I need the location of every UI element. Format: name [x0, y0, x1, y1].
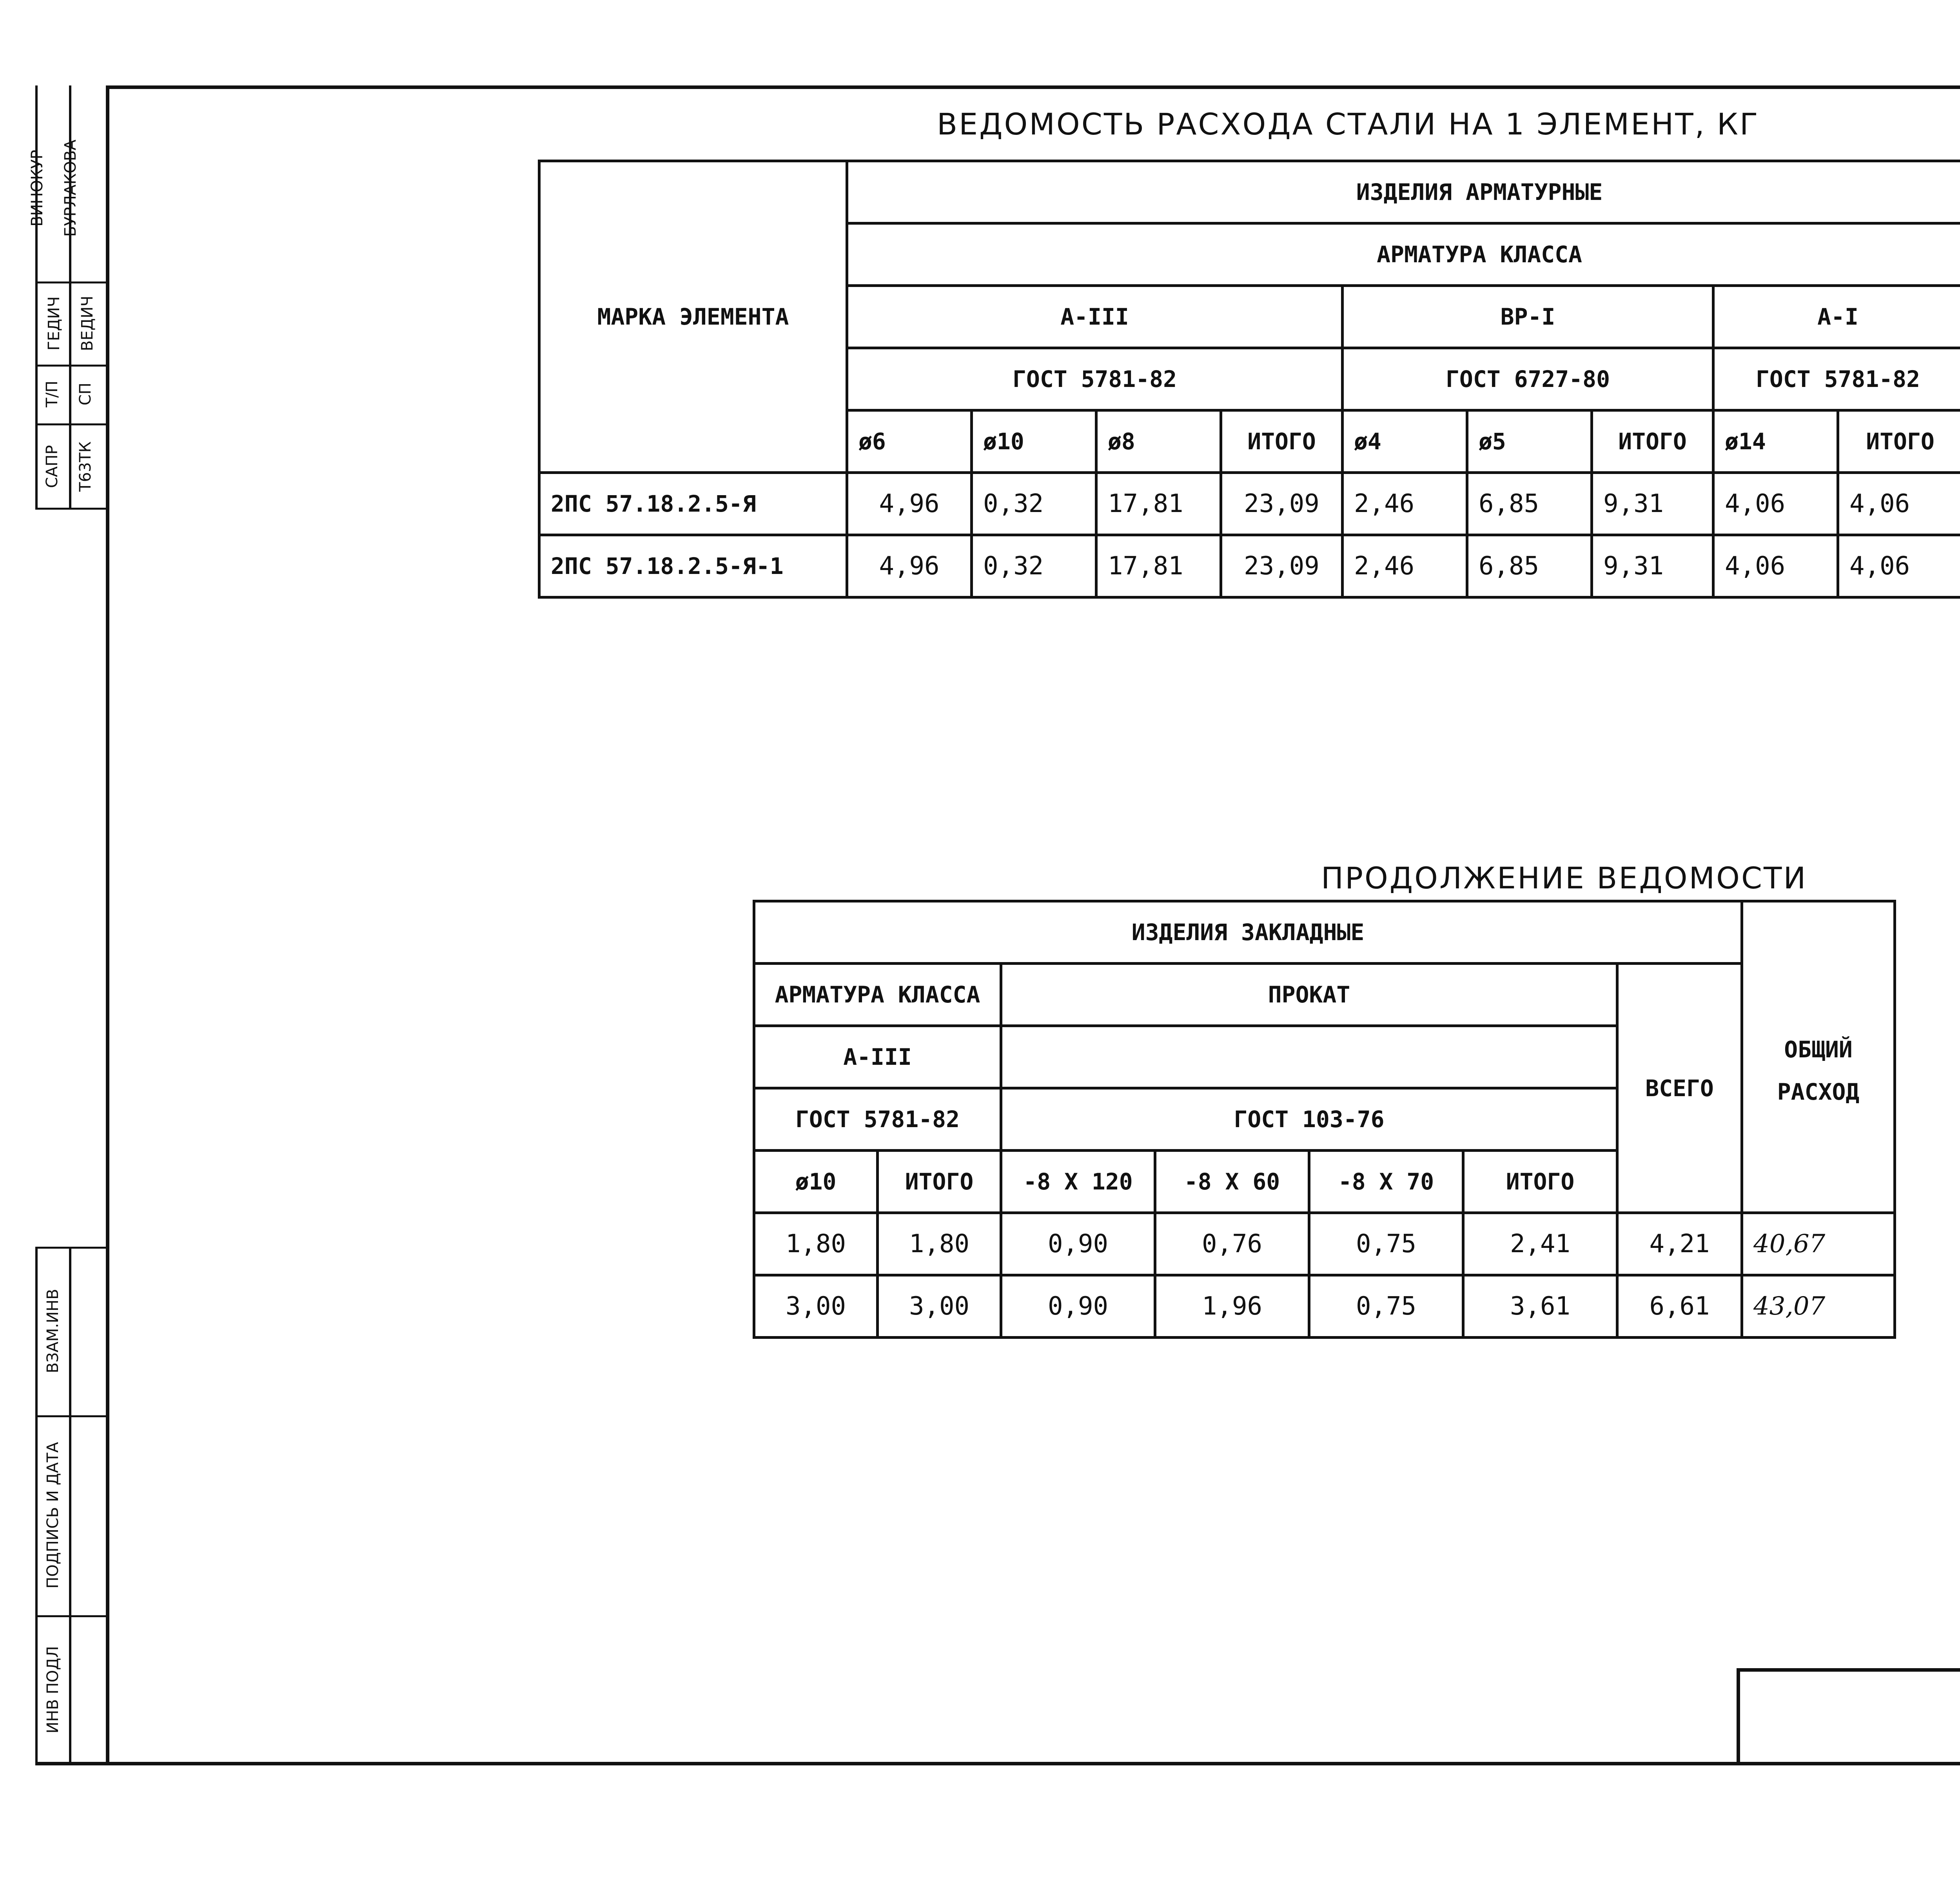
class-header: АРМАТУРА КЛАССА	[847, 223, 1960, 286]
column-header: ИТОГО	[1838, 410, 1960, 473]
side-label-vinokur: ВИНОКУР	[28, 150, 46, 227]
side-row-line-4	[35, 508, 108, 510]
column-header: ИТОГО	[878, 1151, 1001, 1213]
row-mark: 2ПС 57.18.2.5-Я-1	[539, 535, 847, 597]
frame-left	[106, 85, 109, 1765]
cell: 0,75	[1309, 1275, 1463, 1338]
cell: 0,32	[972, 535, 1096, 597]
cell: 1,96	[1155, 1275, 1309, 1338]
gost-vr1: ГОСТ 6727-80	[1343, 348, 1713, 410]
overall-header	[1742, 901, 1895, 1213]
embedded-class-name: А-III	[754, 1026, 1001, 1088]
table-row	[754, 1275, 1895, 1338]
side-bottom-row-2	[35, 1415, 108, 1417]
cell: 6,85	[1467, 473, 1592, 535]
column-header: ИТОГО	[1221, 410, 1343, 473]
column-header: ø6	[847, 410, 972, 473]
cell: 23,09	[1221, 535, 1343, 597]
embedded-class-gost: ГОСТ 5781-82	[754, 1088, 1001, 1151]
cell: 2,46	[1343, 473, 1467, 535]
side-label-inv-podl: ИНВ ПОДЛ	[44, 1646, 62, 1734]
side-bottom-line-2	[69, 1247, 71, 1765]
side-label-tp: Т/П	[43, 381, 61, 407]
side-label-sapr: САПР	[43, 445, 61, 488]
mark-header: МАРКА ЭЛЕМЕНТА	[539, 161, 847, 473]
cell: 0,90	[1001, 1213, 1155, 1275]
embedded-group-header: ИЗДЕЛИЯ ЗАКЛАДНЫЕ	[754, 901, 1742, 964]
steel-consumption-table	[538, 160, 1960, 599]
class-a1: А-I	[1713, 286, 1960, 348]
side-label-burlakova: БУРЛАКОВА	[62, 139, 80, 237]
frame-top	[106, 85, 1960, 89]
table-row	[539, 473, 1960, 535]
embedded-total-header: ВСЕГО	[1617, 964, 1742, 1213]
cell: 4,96	[847, 473, 972, 535]
cell: 4,06	[1713, 535, 1838, 597]
embedded-items-table	[753, 900, 1896, 1339]
cell: 9,31	[1592, 535, 1713, 597]
column-header: ИТОГО	[1463, 1151, 1617, 1213]
cell: 4,06	[1838, 473, 1960, 535]
side-label-gedich: ГЕДИЧ	[45, 296, 63, 351]
side-label-vedich: ВЕДИЧ	[78, 296, 96, 351]
cell: 1,80	[754, 1213, 878, 1275]
side-label-podpis: ПОДПИСЬ И ДАТА	[44, 1442, 62, 1589]
gost-a3: ГОСТ 5781-82	[847, 348, 1343, 410]
cell: 17,81	[1096, 473, 1221, 535]
cell: 17,81	[1096, 535, 1221, 597]
cell: 2,46	[1343, 535, 1467, 597]
overall-header-line1: ОБЩИЙ	[1784, 1036, 1853, 1063]
overall-cell: 40,67	[1742, 1213, 1895, 1275]
cell: 9,31	[1592, 473, 1713, 535]
column-header: ИТОГО	[1592, 410, 1713, 473]
column-header: -8 Х 70	[1309, 1151, 1463, 1213]
column-header: ø4	[1343, 410, 1467, 473]
cell: 3,00	[878, 1275, 1001, 1338]
rolled-gost: ГОСТ 103-76	[1001, 1088, 1617, 1151]
column-header: -8 Х 60	[1155, 1151, 1309, 1213]
cell: 4,06	[1838, 535, 1960, 597]
row-mark: 2ПС 57.18.2.5-Я	[539, 473, 847, 535]
frame-bottom	[35, 1762, 1960, 1765]
rolled-header: ПРОКАТ	[1001, 964, 1617, 1026]
cell: 4,96	[847, 535, 972, 597]
cell: 1,80	[878, 1213, 1001, 1275]
side-label-sp: СП	[76, 383, 94, 406]
column-header: ø5	[1467, 410, 1592, 473]
cell: 2,41	[1463, 1213, 1617, 1275]
cell: 0,90	[1001, 1275, 1155, 1338]
stamp-left	[1737, 1668, 1740, 1765]
cell: 3,00	[754, 1275, 878, 1338]
column-header: ø14	[1713, 410, 1838, 473]
side-label-vzam-inv: ВЗАМ.ИНВ	[44, 1289, 62, 1373]
rolled-empty	[1001, 1026, 1617, 1088]
column-header: -8 Х 120	[1001, 1151, 1155, 1213]
table-row	[539, 535, 1960, 597]
embedded-class-header: АРМАТУРА КЛАССА	[754, 964, 1001, 1026]
cell: 4,06	[1713, 473, 1838, 535]
class-a3: А-III	[847, 286, 1343, 348]
gost-a1: ГОСТ 5781-82	[1713, 348, 1960, 410]
overall-header-line2: РАСХОД	[1777, 1079, 1860, 1105]
cell: 0,75	[1309, 1213, 1463, 1275]
side-row-line-3	[35, 423, 108, 425]
column-header: ø10	[972, 410, 1096, 473]
column-header: ø8	[1096, 410, 1221, 473]
cell: 6,61	[1617, 1275, 1742, 1338]
column-header: ø10	[754, 1151, 878, 1213]
side-label-t63tk: Т63ТК	[76, 441, 94, 492]
overall-cell: 43,07	[1742, 1275, 1895, 1338]
cell: 0,32	[972, 473, 1096, 535]
table-row	[754, 1213, 1895, 1275]
cell: 23,09	[1221, 473, 1343, 535]
main-title: ВЕДОМОСТЬ РАСХОДА СТАЛИ НА 1 ЭЛЕМЕНТ, КГ	[937, 107, 1760, 142]
cell: 3,61	[1463, 1275, 1617, 1338]
continuation-title: ПРОДОЛЖЕНИЕ ВЕДОМОСТИ	[1321, 861, 1808, 895]
group-header: ИЗДЕЛИЯ АРМАТУРНЫЕ	[847, 161, 1960, 223]
cell: 0,76	[1155, 1213, 1309, 1275]
stamp-top	[1737, 1668, 1960, 1672]
class-vr1: ВР-I	[1343, 286, 1713, 348]
cell: 4,21	[1617, 1213, 1742, 1275]
cell: 6,85	[1467, 535, 1592, 597]
